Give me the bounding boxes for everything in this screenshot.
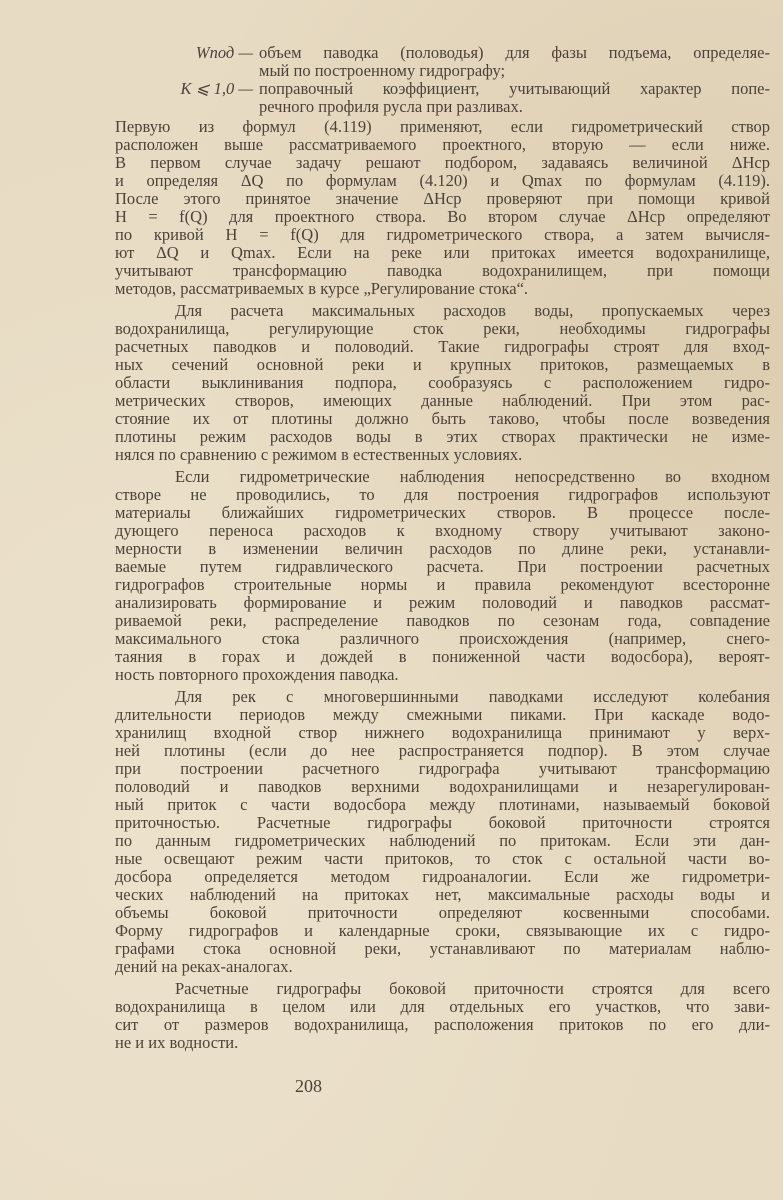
text-line: анализировать формирование и режим половодий и паводков рассмат- <box>115 593 770 612</box>
text-line: ней плотины (если до нее распространяется подпор). В этом случае <box>115 741 770 760</box>
paragraph <box>115 688 770 976</box>
page-number: 208 <box>295 1076 322 1096</box>
text-line: водохранилища, регулирующие сток реки, необходимы гидрографы <box>115 319 770 338</box>
text-line: по данным гидрометрических наблюдений по притокам. Если эти дан- <box>115 831 770 850</box>
text-line: водохранилища в целом или для отдельных его участков, что зави- <box>115 997 770 1016</box>
paragraph <box>115 118 770 298</box>
text-line: сит от размеров водохранилища, расположения притоков по его дли- <box>115 1015 770 1034</box>
text-line: нялся по сравнению с режимом в естественных условиях. <box>115 445 523 464</box>
text-line: ность повторного прохождения паводка. <box>115 665 399 684</box>
text-line: ных сечений основной реки и крупных притоков, размещаемых в <box>115 355 770 374</box>
text-line: не и их водности. <box>115 1033 239 1052</box>
text-line: риваемой реки, распределение паводков по сезонам года, совпадение <box>115 611 770 630</box>
text-line: объем паводка (половодья) для фазы подъема, определяе- <box>259 43 770 62</box>
text-line: плотины режим расходов воды в этих створах практически не изме- <box>115 427 770 446</box>
text-line: длительности периодов между смежными пиками. При каскаде водо- <box>115 705 770 724</box>
text-line: метрических створов, имеющих данные наблюдений. При этом рас- <box>115 391 770 410</box>
text-line: ные освещают режим части притоков, то сток с остальной части во- <box>115 849 770 868</box>
text-line: максимального стока различного происхождения (например, снего- <box>115 629 770 648</box>
definition-term: K ⩽ 1,0 — <box>180 79 253 98</box>
paragraph <box>115 302 770 464</box>
text-line: приточностью. Расчетные гидрографы боковой приточности строятся <box>115 813 770 832</box>
definition-term: Wпод — <box>195 43 253 62</box>
text-line: расчетных паводков и половодий. Такие гидрографы строят для вход- <box>115 337 770 356</box>
text-line: материалы ближайших гидрометрических створов. В процессе после- <box>115 503 770 522</box>
text-line: при построении расчетного гидрографа учитывают трансформацию <box>115 759 770 778</box>
text-line: ный приток с части водосбора между плотинами, называемый боковой <box>115 795 770 814</box>
text-line: расположен выше рассматриваемого проектного, вторую — если ниже. <box>115 135 770 154</box>
paragraph <box>115 980 770 1052</box>
text-line: области выклинивания подпора, сообразуясь с расположением гидро- <box>115 373 770 392</box>
text-line: В первом случае задачу решают подбором, задаваясь величиной ΔHср <box>115 153 770 172</box>
definition-body <box>259 80 770 116</box>
text-line: хранилищ входной створ нижнего водохранилища принимают у верх- <box>115 723 770 742</box>
text-line: половодий и паводков верхними водохранилищами и незарегулирован- <box>115 777 770 796</box>
paragraph <box>115 468 770 684</box>
text-line: Если гидрометрические наблюдения непосредственно во входном <box>175 467 770 486</box>
definition-item <box>115 44 770 80</box>
definition-item <box>115 80 770 116</box>
definition-body <box>259 44 770 80</box>
text-line: мый по построенному гидрографу; <box>259 61 506 80</box>
text-line: учитывают трансформацию паводка водохранилищем, при помощи <box>115 261 770 280</box>
text-line: H = f(Q) для проектного створа. Во втором случае ΔHср определяют <box>115 207 770 226</box>
text-line: досбора определяется методом гидроаналогии. Если же гидрометри- <box>115 867 770 886</box>
text-line: ческих наблюдений на притоках нет, максимальные расходы воды и <box>115 885 770 904</box>
text-line: Для рек с многовершинными паводками исследуют колебания <box>175 687 770 706</box>
page-text <box>115 44 770 1052</box>
text-line: по кривой H = f(Q) для гидрометрического створа, а затем вычисля- <box>115 225 770 244</box>
text-line: ют ΔQ и Qmax. Если на реке или притоках имеется водохранилище, <box>115 243 770 262</box>
text-line: таяния в горах и дождей в пониженной части водосбора), вероят- <box>115 647 770 666</box>
text-line: ваемые путем гидравлического расчета. При построении расчетных <box>115 557 770 576</box>
text-line: Расчетные гидрографы боковой приточности строятся для всего <box>175 979 770 998</box>
text-line: мерности в изменении величин расходов по длине реки, устанавли- <box>115 539 770 558</box>
text-line: поправочный коэффициент, учитывающий характер попе- <box>259 79 770 98</box>
text-line: и определяя ΔQ по формулам (4.120) и Qmax по формулам (4.119). <box>115 171 770 190</box>
text-line: методов, рассматриваемых в курсе „Регулирование стока“. <box>115 279 529 298</box>
text-line: графами стока основной реки, устанавливают по материалам наблю- <box>115 939 770 958</box>
text-line: речного профиля русла при разливах. <box>259 97 523 116</box>
text-line: Первую из формул (4.119) применяют, если гидрометрический створ <box>115 117 770 136</box>
text-line: дений на реках-аналогах. <box>115 957 293 976</box>
text-line: После этого принятое значение ΔHср проверяют при помощи кривой <box>115 189 770 208</box>
text-line: объемы боковой приточности определяют косвенными способами. <box>115 903 770 922</box>
text-line: гидрографов строительные нормы и правила рекомендуют всесторонне <box>115 575 770 594</box>
text-line: Форму гидрографов и календарные сроки, связывающие их с гидро- <box>115 921 770 940</box>
text-line: стояние их от плотины должно быть таково, чтобы после возведения <box>115 409 770 428</box>
text-line: створе не проводились, то для построения гидрографов используют <box>115 485 770 504</box>
text-line: Для расчета максимальных расходов воды, пропускаемых через <box>175 301 770 320</box>
text-line: дующего переноса расходов к входному створу учитывают законо- <box>115 521 770 540</box>
